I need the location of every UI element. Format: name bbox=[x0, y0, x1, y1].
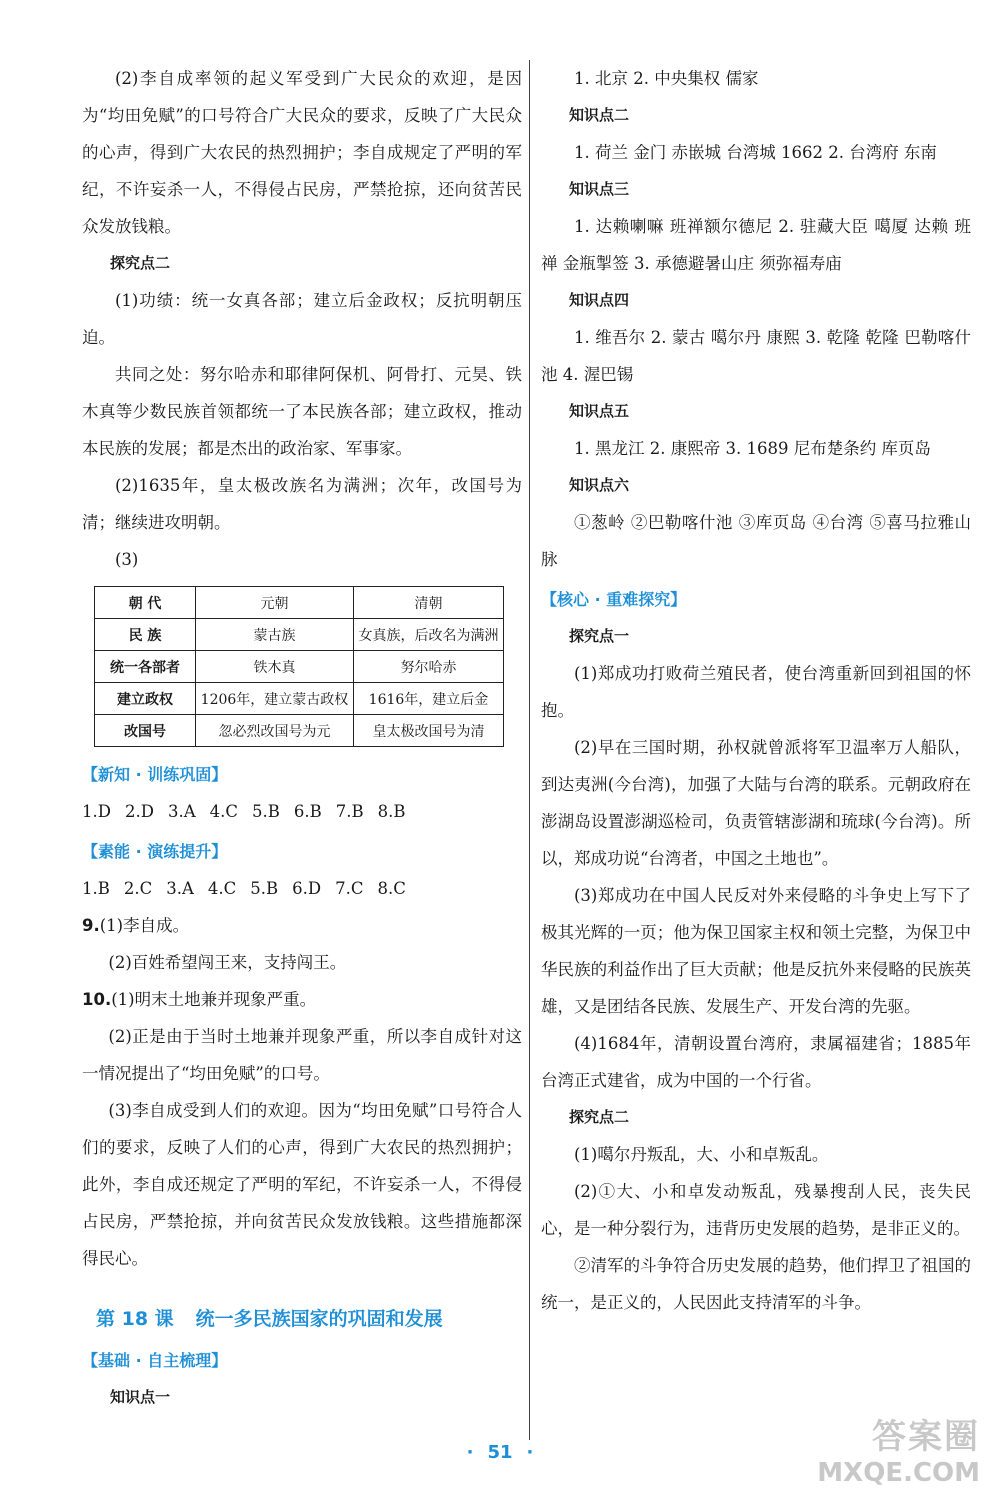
table-row bbox=[95, 619, 504, 651]
paragraph: 1. 维吾尔 2. 蒙古 噶尔丹 康熙 3. 乾隆 乾隆 巴勒喀什池 4. 渥巴锡 bbox=[541, 328, 971, 384]
paragraph: (2)①大、小和卓发动叛乱，残暴搜刮人民，丧失民心，是一种分裂行为，违背历史发展的趋势，是非正义的。 bbox=[541, 1182, 971, 1238]
question-number: 10. bbox=[82, 990, 112, 1009]
paragraph: (1)功绩：统一女真各部；建立后金政权；反抗明朝压迫。 bbox=[82, 291, 522, 347]
table-header-row bbox=[95, 587, 504, 619]
watermark-logo bbox=[817, 1409, 980, 1488]
paragraph: 共同之处：努尔哈赤和耶律阿保机、阿骨打、元昊、铁木真等少数民族首领都统一了本民族各部；建立政权，推动本民族的发展；都是杰出的政治家、军事家。 bbox=[82, 365, 522, 458]
section-heading-basics: 【基础 · 自主梳理】 bbox=[82, 1351, 228, 1370]
table-cell: 元朝 bbox=[196, 587, 354, 619]
paragraph: 1. 黑龙江 2. 康熙帝 3. 1689 尼布楚条约 库页岛 bbox=[574, 439, 931, 458]
paragraph: (2)正是由于当时土地兼并现象严重，所以李自成针对这一情况提出了“均田免赋”的口号。 bbox=[82, 1027, 522, 1083]
paragraph: 1. 北京 2. 中央集权 儒家 bbox=[574, 69, 759, 88]
paragraph: (3)李自成受到人们的欢迎。因为“均田免赋”口号符合人们的要求，反映了人们的心声，得到广大农民的热烈拥护；此外，李自成还规定了严明的军纪，不许妄杀一人，不得侵占民房，严禁抢掠，并向贫苦民众发放钱粮。这些措施都深得民心。 bbox=[82, 1101, 522, 1268]
table-row bbox=[95, 715, 504, 747]
paragraph: (3)郑成功在中国人民反对外来侵略的斗争史上写下了极其光辉的一页；他为保卫国家主权和领土完整，为保卫中华民族的利益作出了巨大贡献；他是反抗外来侵略的民族英雄，又是团结各民族、发展生产、开发台湾的先驱。 bbox=[541, 886, 971, 1016]
page-footer: · 51 · bbox=[466, 1442, 534, 1463]
subheading-knowledge-4: 知识点四 bbox=[569, 291, 630, 309]
answer-text: (1)明末土地兼并现象严重。 bbox=[111, 990, 317, 1009]
watermark-url: MXQE.COM bbox=[817, 1458, 980, 1488]
table-cell: 女真族，后改名为满洲 bbox=[353, 619, 503, 651]
paragraph: (2)早在三国时期，孙权就曾派将军卫温率万人船队，到达夷洲(今台湾)，加强了大陆与台湾的联系。元朝政府在澎湖岛设置澎湖巡检司，负责管辖澎湖和琉球(今台湾)。所以，郑成功说“台湾者，中国之土地也”。 bbox=[541, 738, 971, 868]
answer-item: 3.A bbox=[167, 802, 196, 821]
subheading-knowledge-6: 知识点六 bbox=[569, 476, 630, 494]
answer-item: 1.D bbox=[82, 802, 111, 821]
paragraph: (1)噶尔丹叛乱，大、小和卓叛乱。 bbox=[574, 1145, 829, 1164]
paragraph: 1. 达赖喇嘛 班禅额尔德尼 2. 驻藏大臣 噶厦 达赖 班禅 金瓶掣签 3. 承德避暑山庄 须弥福寿庙 bbox=[541, 217, 971, 273]
paragraph: (2)李自成率领的起义军受到广大民众的欢迎，是因为“均田免赋”的口号符合广大民众的要求，反映了广大民众的心声，得到广大农民的热烈拥护；李自成规定了严明的军纪，不许妄杀一人，不得侵占民房，严禁抢掠，还向贫苦民众发放钱粮。 bbox=[82, 69, 522, 236]
table-cell: 努尔哈赤 bbox=[353, 651, 503, 683]
subheading-knowledge-3: 知识点三 bbox=[569, 180, 630, 198]
subheading-knowledge-5: 知识点五 bbox=[569, 402, 630, 420]
subheading-knowledge-2: 知识点二 bbox=[569, 106, 630, 124]
question-number: 9. bbox=[82, 916, 100, 935]
page-number: 51 bbox=[487, 1442, 513, 1463]
answer-item: 8.C bbox=[377, 879, 406, 898]
answer-item: 4.C bbox=[209, 802, 239, 821]
section-heading-new-knowledge: 【新知 · 训练巩固】 bbox=[82, 765, 228, 784]
table-cell: 朝 代 bbox=[95, 587, 196, 619]
subheading-explore-2: 探究点二 bbox=[569, 1108, 630, 1126]
paragraph: (2)1635年，皇太极改族名为满洲；次年，改国号为清；继续进攻明朝。 bbox=[82, 476, 522, 532]
answer-item: 2.D bbox=[124, 802, 154, 821]
answer-item: 4.C bbox=[207, 879, 237, 898]
subheading-explore-2: 探究点二 bbox=[110, 254, 171, 272]
comparison-table bbox=[94, 586, 504, 747]
answer-item: 3.A bbox=[166, 879, 194, 898]
answer-item: 5.B bbox=[250, 879, 279, 898]
lesson-number: 第 18 课 bbox=[96, 1308, 174, 1330]
watermark-text: 答案圈 bbox=[872, 1417, 980, 1457]
section-heading-core: 【核心 · 重难探究】 bbox=[541, 590, 687, 609]
paragraph: (3) bbox=[115, 550, 139, 569]
column-divider bbox=[529, 60, 530, 1440]
paragraph: ①葱岭 ②巴勒喀什池 ③库页岛 ④台湾 ⑤喜马拉雅山脉 bbox=[541, 513, 971, 569]
subheading-knowledge-1: 知识点一 bbox=[110, 1388, 171, 1406]
table-cell: 1616年，建立后金 bbox=[353, 683, 503, 715]
table-cell: 清朝 bbox=[353, 587, 503, 619]
answer-item: 5.B bbox=[252, 802, 280, 821]
table-cell: 忽必烈改国号为元 bbox=[196, 715, 354, 747]
answer-text: (1)李自成。 bbox=[99, 916, 190, 935]
paragraph: (4)1684年，清朝设置台湾府，隶属福建省；1885年台湾正式建省，成为中国的一个行省。 bbox=[541, 1034, 971, 1090]
table-cell: 建立政权 bbox=[95, 683, 196, 715]
question-10 bbox=[82, 981, 522, 1018]
paragraph: 1. 荷兰 金门 赤嵌城 台湾城 1662 2. 台湾府 东南 bbox=[574, 143, 937, 162]
question-9 bbox=[82, 907, 522, 944]
paragraph: (2)百姓希望闯王来，支持闯王。 bbox=[108, 953, 347, 972]
lesson-title bbox=[82, 1299, 522, 1339]
table-row bbox=[95, 683, 504, 715]
table-cell: 改国号 bbox=[95, 715, 196, 747]
answer-item: 2.C bbox=[123, 879, 153, 898]
lesson-name: 统一多民族国家的巩固和发展 bbox=[195, 1308, 443, 1330]
answer-item: 8.B bbox=[377, 802, 406, 821]
table-cell: 1206年，建立蒙古政权 bbox=[196, 683, 354, 715]
paragraph: (1)郑成功打败荷兰殖民者，使台湾重新回到祖国的怀抱。 bbox=[541, 664, 971, 720]
subheading-explore-1: 探究点一 bbox=[569, 627, 630, 645]
table-cell: 民 族 bbox=[95, 619, 196, 651]
table-cell: 蒙古族 bbox=[196, 619, 354, 651]
answer-row bbox=[82, 793, 522, 830]
paragraph: ②清军的斗争符合历史发展的趋势，他们捍卫了祖国的统一，是正义的，人民因此支持清军的斗争。 bbox=[541, 1256, 971, 1312]
table-cell: 皇太极改国号为清 bbox=[353, 715, 503, 747]
table-cell: 铁木真 bbox=[196, 651, 354, 683]
answer-item: 7.C bbox=[335, 879, 364, 898]
answer-item: 7.B bbox=[335, 802, 364, 821]
table-row bbox=[95, 651, 504, 683]
answer-row bbox=[82, 870, 522, 907]
left-column bbox=[82, 60, 522, 1416]
right-column bbox=[541, 60, 971, 1321]
table-cell: 统一各部者 bbox=[95, 651, 196, 683]
answer-item: 6.B bbox=[293, 802, 322, 821]
answer-item: 1.B bbox=[82, 879, 110, 898]
answer-item: 6.D bbox=[292, 879, 322, 898]
section-heading-ability: 【素能 · 演练提升】 bbox=[82, 842, 228, 861]
